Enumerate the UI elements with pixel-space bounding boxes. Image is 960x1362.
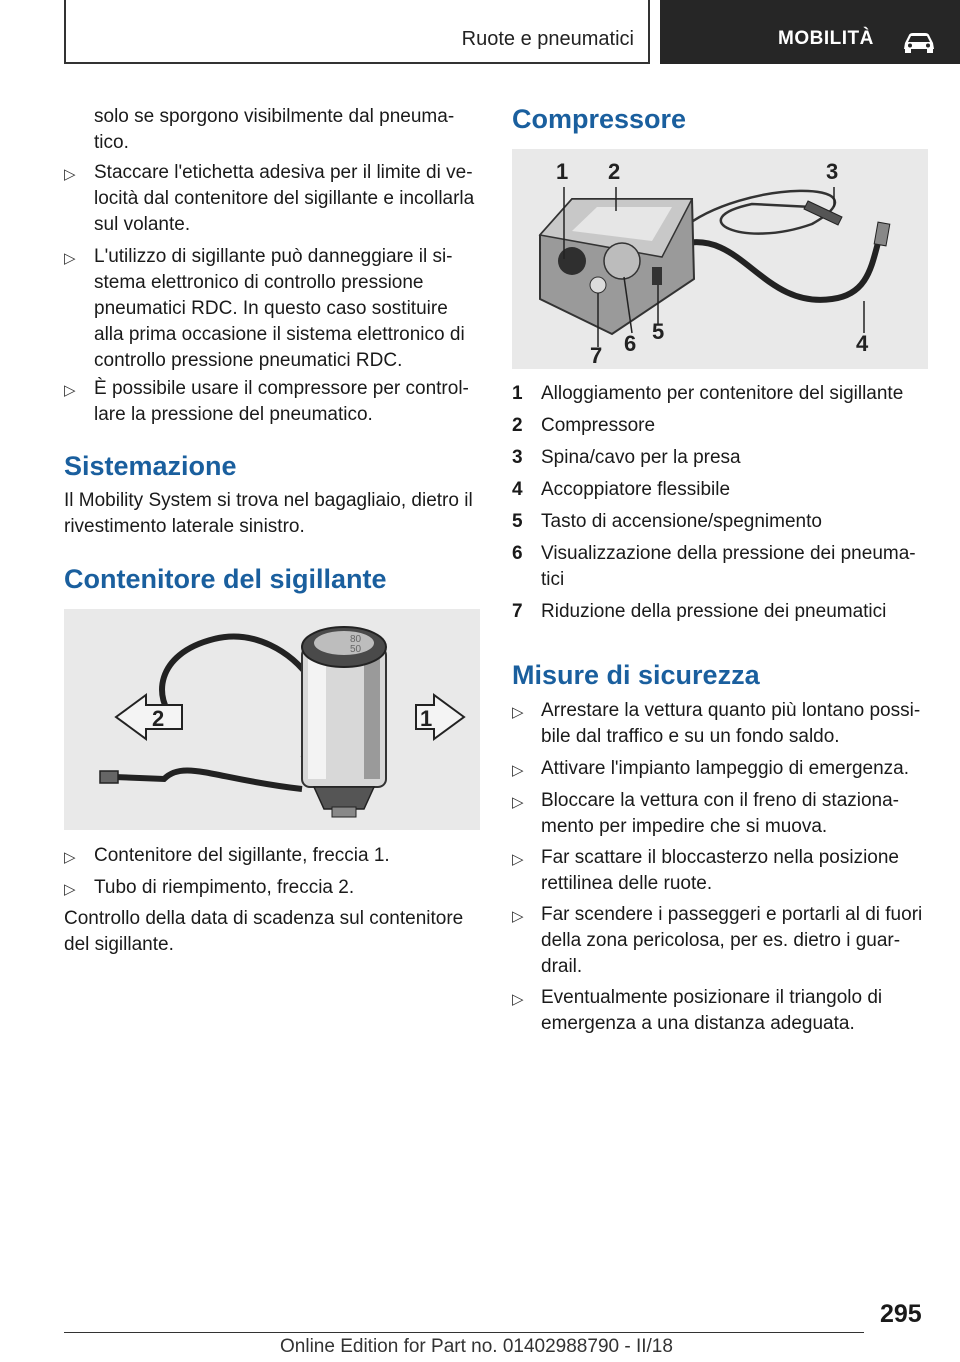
figure-label: 2	[608, 159, 621, 184]
continued-text: solo se sporgono visibilmente dal pneuma- tico.	[94, 106, 455, 153]
header-section-box	[64, 0, 650, 64]
legend-text: Riduzione della pressione dei pneumatici	[541, 601, 887, 622]
legend-number: 3	[512, 447, 523, 468]
car-icon	[902, 30, 936, 54]
list-item: È possibile usare il compressore per control- lare la pressione del pneumatico.	[94, 378, 469, 425]
bullet-marker: ▷	[64, 382, 76, 399]
gauge-number: 80	[350, 634, 362, 645]
figure-label: 6	[624, 331, 637, 356]
list-item: Attivare l'impianto lampeggio di emergenza.	[541, 758, 909, 779]
header-chapter-box	[660, 0, 960, 64]
bullet-marker: ▷	[512, 794, 524, 811]
footer-divider	[64, 1332, 864, 1333]
footer-text: Online Edition for Part no. 01402988790 - II/18	[280, 1336, 673, 1357]
bullet-marker: ▷	[512, 908, 524, 925]
list-item: L'utilizzo di sigillante può danneggiare il si- stema elettronico di controllo pressione pneumatici RDC. In questo caso sostituire alla prima occasione il sistema elettronico di controllo pressione pneumatici RDC.	[94, 246, 465, 371]
legend-number: 2	[512, 415, 523, 436]
bullet-marker: ▷	[512, 762, 524, 779]
sealant-container-illustration	[64, 609, 480, 830]
legend-number: 5	[512, 511, 523, 532]
legend-text: Alloggiamento per contenitore del sigillante	[541, 383, 904, 404]
gauge-number: 50	[350, 644, 362, 655]
bullet-marker: ▷	[64, 250, 76, 267]
bullet-marker: ▷	[64, 166, 76, 183]
list-item: Bloccare la vettura con il freno di staziona- mento per impedire che si muova.	[541, 790, 900, 837]
arrow-2-icon	[116, 695, 182, 739]
legend-text: Visualizzazione della pressione dei pneuma- tici	[541, 543, 916, 590]
compressor-figure	[512, 149, 928, 369]
bullet-marker: ▷	[512, 851, 524, 868]
sistemazione-text: Il Mobility System si trova nel bagagliaio, dietro il rivestimento laterale sinistro.	[64, 490, 473, 537]
legend-number: 6	[512, 543, 523, 564]
arrow-1-icon	[416, 695, 464, 739]
closing-text: Controllo della data di scadenza sul contenitore del sigillante.	[64, 908, 464, 955]
bullet-marker: ▷	[512, 991, 524, 1008]
figure-label: 4	[856, 331, 869, 356]
figure-label: 1	[420, 706, 433, 731]
figure-label: 5	[652, 319, 665, 344]
legend-number: 1	[512, 383, 523, 404]
bullet-marker: ▷	[64, 881, 76, 898]
list-item: Staccare l'etichetta adesiva per il limite di ve- locità dal contenitore del sigillante e incollarla sul volante.	[94, 162, 475, 235]
list-item: Far scendere i passeggeri e portarli al di fuori della zona pericolosa, per es. dietro i guar- drail.	[541, 904, 923, 977]
legend-number: 7	[512, 601, 523, 622]
legend-text: Tasto di accensione/spegnimento	[541, 511, 822, 532]
compressor-illustration	[512, 149, 928, 369]
header-section-title: Ruote e pneumatici	[461, 28, 634, 50]
list-item: Far scattare il bloccasterzo nella posizione rettilinea delle ruote.	[541, 847, 900, 894]
legend-text: Compressore	[541, 415, 656, 436]
sealant-container-figure	[64, 609, 480, 830]
bullet-marker: ▷	[64, 849, 76, 866]
list-item: Eventualmente posizionare il triangolo di emergenza a una distanza adeguata.	[541, 987, 883, 1034]
list-item: Contenitore del sigillante, freccia 1.	[94, 845, 390, 866]
section-title-sistemazione: Sistemazione	[64, 451, 237, 481]
bullet-marker: ▷	[512, 704, 524, 721]
list-item: Tubo di riempimento, freccia 2.	[94, 877, 355, 898]
figure-label: 1	[556, 159, 569, 184]
section-title-misure: Misure di sicurezza	[512, 660, 760, 690]
figure-label: 7	[590, 343, 603, 368]
list-item: Arrestare la vettura quanto più lontano possi- bile dal traffico e su un fondo saldo.	[541, 700, 921, 747]
figure-label: 3	[826, 159, 839, 184]
section-title-contenitore: Contenitore del sigillante	[64, 564, 387, 594]
legend-text: Spina/cavo per la presa	[541, 447, 741, 468]
figure-label: 2	[152, 706, 165, 731]
header-chapter-title: MOBILITÀ	[778, 28, 874, 49]
section-title-compressore: Compressore	[512, 104, 687, 134]
legend-text: Accoppiatore flessibile	[541, 479, 731, 500]
page-number: 295	[880, 1300, 922, 1328]
legend-number: 4	[512, 479, 523, 500]
